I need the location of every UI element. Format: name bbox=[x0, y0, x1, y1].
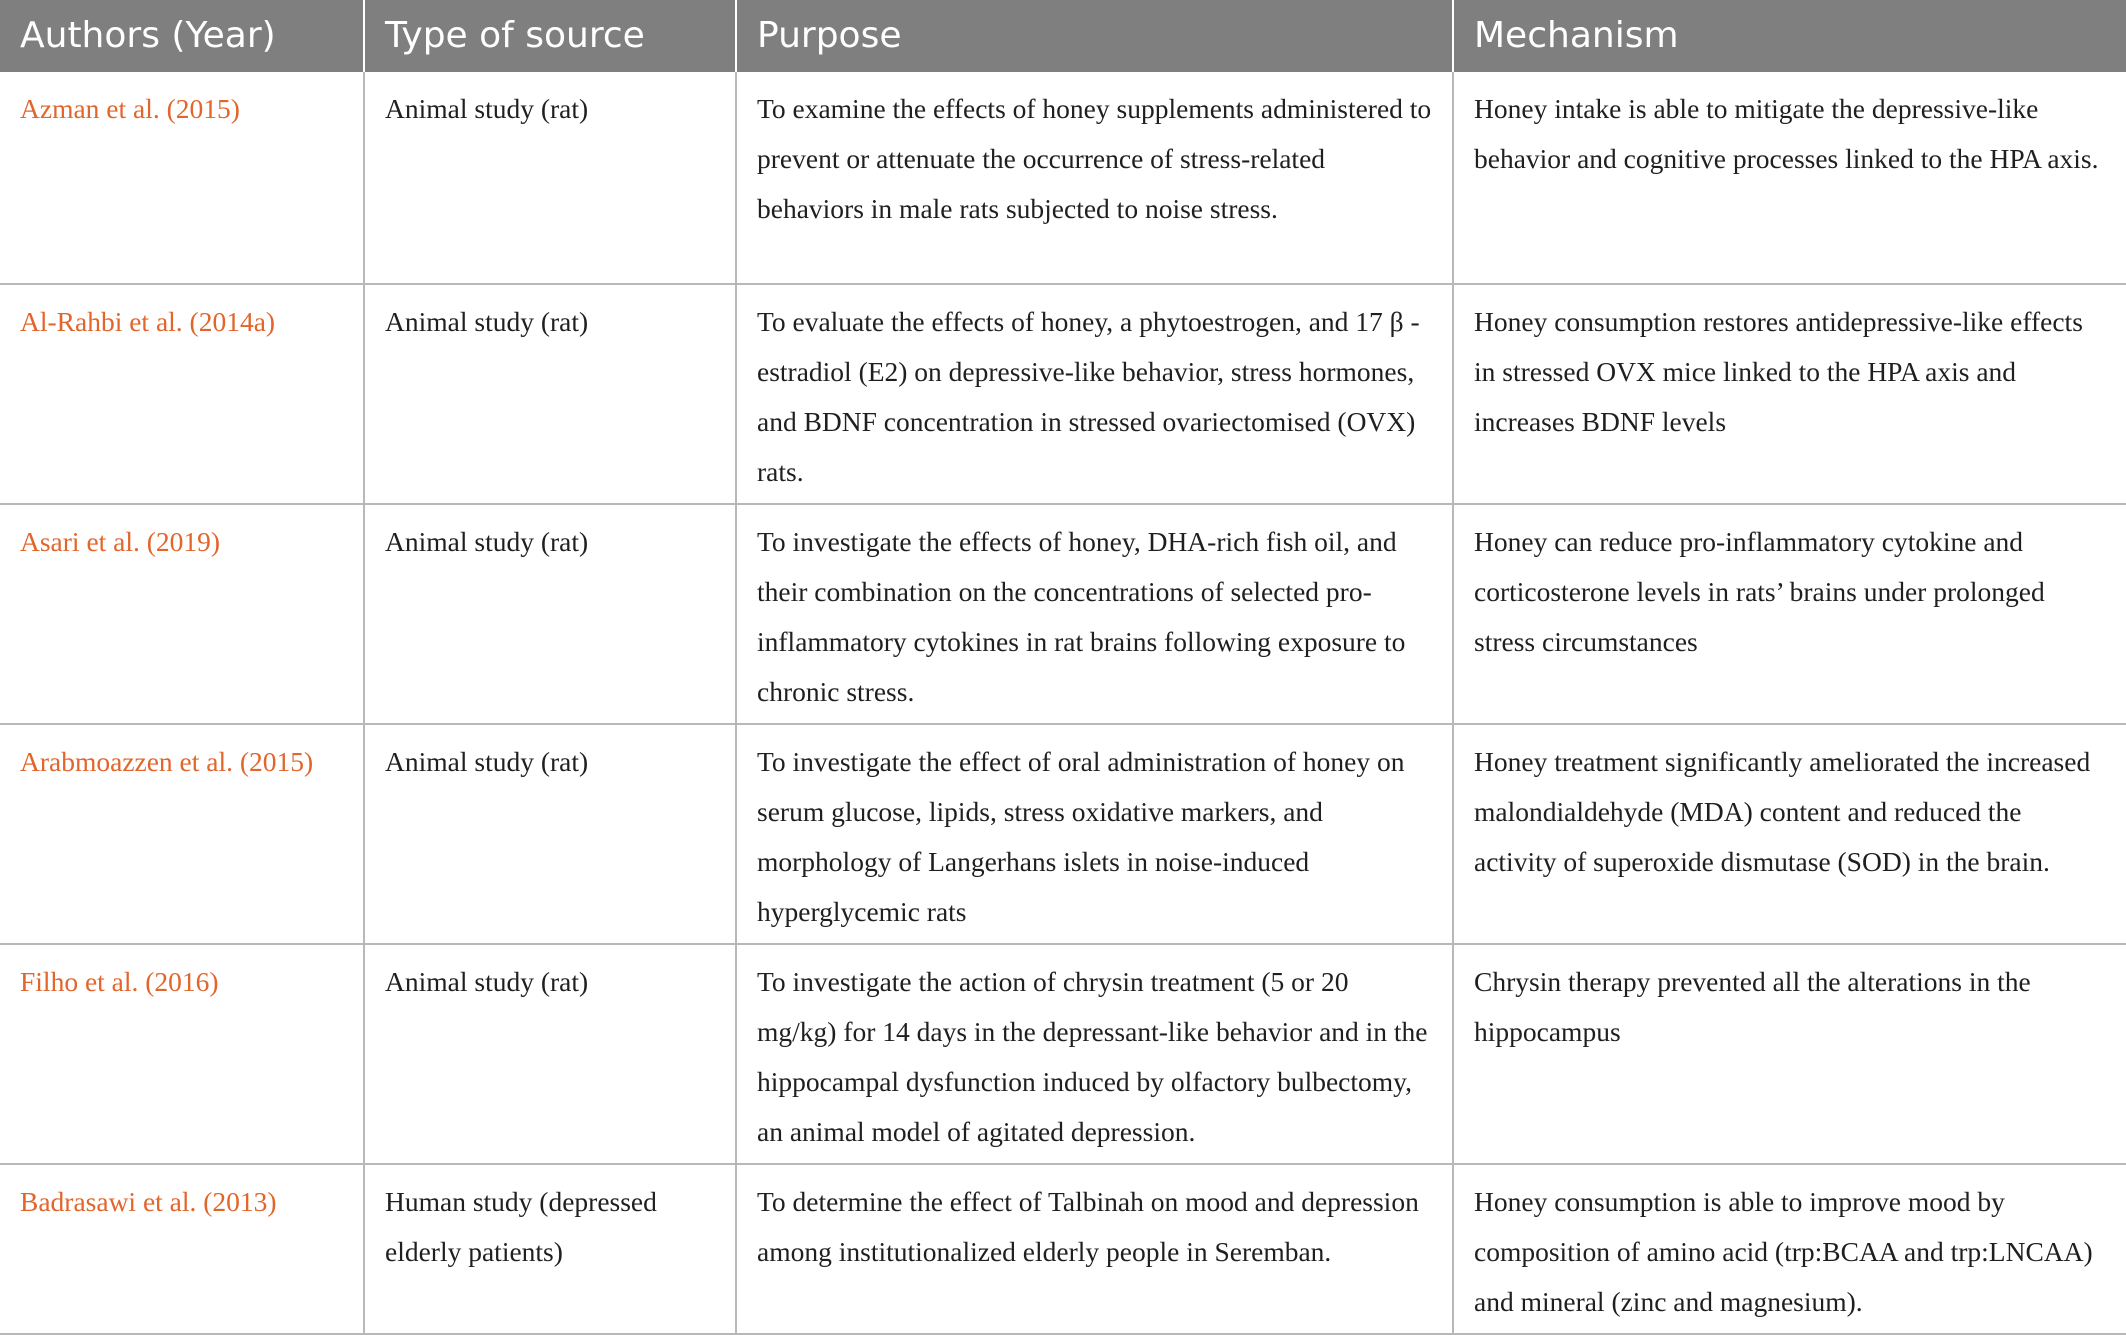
cell-purpose: To evaluate the effects of honey, a phytoestrogen, and 17 β -estradiol (E2) on depressive-like behavior, stress hormones, and BDNF concentration in stressed ovariectomised (OVX) rats. bbox=[736, 284, 1453, 504]
table-row bbox=[0, 72, 2126, 284]
header-authors-year: Authors (Year) bbox=[0, 0, 364, 72]
table-row bbox=[0, 504, 2126, 724]
cell-author: Badrasawi et al. (2013) bbox=[0, 1164, 364, 1334]
cell-mechanism: Honey intake is able to mitigate the depressive-like behavior and cognitive processes linked to the HPA axis. bbox=[1453, 72, 2126, 284]
cell-purpose: To determine the effect of Talbinah on mood and depression among institutionalized elderly people in Seremban. bbox=[736, 1164, 1453, 1334]
header-mechanism: Mechanism bbox=[1453, 0, 2126, 72]
cell-type: Animal study (rat) bbox=[364, 72, 736, 284]
cell-type: Animal study (rat) bbox=[364, 944, 736, 1164]
cell-purpose: To investigate the effects of honey, DHA-rich fish oil, and their combination on the concentrations of selected pro-inflammatory cytokines in rat brains following exposure to chronic stress. bbox=[736, 504, 1453, 724]
cell-purpose: To investigate the effect of oral administration of honey on serum glucose, lipids, stress oxidative markers, and morphology of Langerhans islets in noise-induced hyperglycemic rats bbox=[736, 724, 1453, 944]
header-row bbox=[0, 0, 2126, 72]
cell-author: Filho et al. (2016) bbox=[0, 944, 364, 1164]
cell-author: Azman et al. (2015) bbox=[0, 72, 364, 284]
header-purpose: Purpose bbox=[736, 0, 1453, 72]
cell-mechanism: Honey can reduce pro-inflammatory cytokine and corticosterone levels in rats’ brains under prolonged stress circumstances bbox=[1453, 504, 2126, 724]
cell-mechanism: Chrysin therapy prevented all the alterations in the hippocampus bbox=[1453, 944, 2126, 1164]
table-row bbox=[0, 1164, 2126, 1334]
table-row bbox=[0, 944, 2126, 1164]
cell-mechanism: Honey consumption restores antidepressive-like effects in stressed OVX mice linked to the HPA axis and increases BDNF levels bbox=[1453, 284, 2126, 504]
cell-purpose: To examine the effects of honey supplements administered to prevent or attenuate the occurrence of stress-related behaviors in male rats subjected to noise stress. bbox=[736, 72, 1453, 284]
cell-type: Human study (depressed elderly patients) bbox=[364, 1164, 736, 1334]
cell-purpose: To investigate the action of chrysin treatment (5 or 20 mg/kg) for 14 days in the depressant-like behavior and in the hippocampal dysfunction induced by olfactory bulbectomy, an animal model of agitated depression. bbox=[736, 944, 1453, 1164]
header-type-of-source: Type of source bbox=[364, 0, 736, 72]
cell-type: Animal study (rat) bbox=[364, 504, 736, 724]
cell-mechanism: Honey treatment significantly ameliorated the increased malondialdehyde (MDA) content and reduced the activity of superoxide dismutase (SOD) in the brain. bbox=[1453, 724, 2126, 944]
cell-author: Al-Rahbi et al. (2014a) bbox=[0, 284, 364, 504]
table-header bbox=[0, 0, 2126, 72]
cell-type: Animal study (rat) bbox=[364, 724, 736, 944]
cell-mechanism: Honey consumption is able to improve mood by composition of amino acid (trp:BCAA and trp:LNCAA) and mineral (zinc and magnesium). bbox=[1453, 1164, 2126, 1334]
table-row bbox=[0, 284, 2126, 504]
cell-type: Animal study (rat) bbox=[364, 284, 736, 504]
cell-author: Asari et al. (2019) bbox=[0, 504, 364, 724]
table-body bbox=[0, 72, 2126, 1334]
cell-author: Arabmoazzen et al. (2015) bbox=[0, 724, 364, 944]
table-row bbox=[0, 724, 2126, 944]
